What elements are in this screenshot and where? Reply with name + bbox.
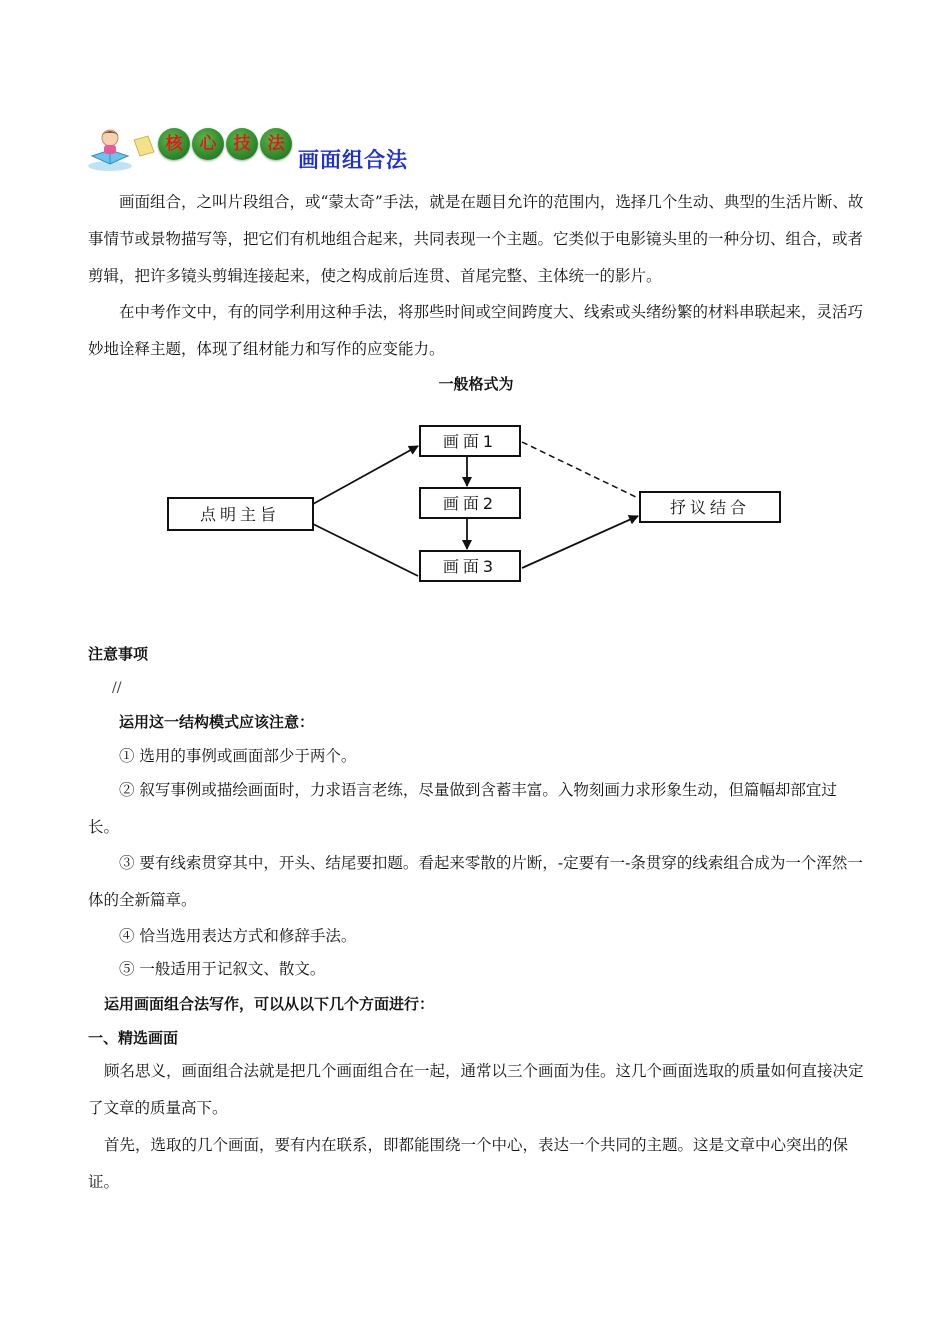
scene-box-3-label: 画面3 [442, 557, 498, 576]
badge-he: 核 [158, 128, 190, 160]
section-header [88, 124, 508, 180]
badge-xin: 心 [192, 128, 224, 160]
scene-box-2-label: 画面2 [442, 494, 498, 513]
diagram-heading: 一般格式为 [438, 375, 514, 393]
notes-slashes: // [112, 680, 122, 696]
note-item-2: ② 叙写事例或描绘画面时，力求语言老练，尽量做到含蓄丰富。入物刻画力求形象生动，但篇幅却部宜过长。 [88, 781, 837, 836]
notes-heading: 注意事项 [88, 645, 149, 663]
start-box-label: 点明主旨 [199, 505, 281, 524]
note-item-3: ③ 要有线索贯穿其中，开头、结尾要扣题。看起来零散的片断，-定要有一-条贯穿的线索组合成为一个浑然一体的全新篇章。 [88, 854, 863, 909]
note-item-4: ④ 恰当选用表达方式和修辞手法。 [119, 927, 357, 945]
arrow-start-to-scene-1 [313, 446, 418, 504]
reading-child-icon [88, 126, 158, 174]
notes-subheading: 运用这一结构模式应该注意： [119, 713, 315, 731]
section-1-title: 一、精选画面 [88, 1029, 179, 1047]
arrow-scene-3-to-end [522, 516, 638, 568]
badge-ji: 技 [226, 128, 258, 160]
note-item-5: ⑤ 一般适用于记叙文、散文。 [119, 960, 326, 978]
scene-box-1-label: 画面1 [442, 432, 498, 451]
page-title: 画面组合法 [298, 148, 408, 172]
structure-diagram [160, 418, 790, 593]
badge-fa: 法 [260, 128, 292, 160]
section-1-paragraph-2: 首先，选取的几个画面，要有内在联系，即都能围绕一个中心，表达一个共同的主题。这是文章中心突出的保证。 [88, 1136, 849, 1191]
end-box-label: 抒议结合 [669, 498, 751, 517]
dashed-scene-1-to-end [522, 442, 638, 498]
line-start-to-scene-3 [313, 524, 418, 576]
section-1-paragraph-1: 顾名思义，画面组合法就是把几个画面组合在一起，通常以三个画面为佳。这几个画面选取的质量如何直接决定了文章的质量高下。 [88, 1062, 864, 1117]
intro-paragraph-2: 在中考作文中，有的同学利用这种手法，将那些时间或空间跨度大、线索或头绪纷繁的材料串联起来，灵活巧妙地诠释主题，体现了组材能力和写作的应变能力。 [88, 303, 864, 358]
methods-intro: 运用画面组合法写作，可以从以下几个方面进行： [104, 995, 435, 1013]
intro-paragraph-1: 画面组合，之叫片段组合，或“蒙太奇”手法，就是在题目允许的范围内，选择几个生动、典型的生活片断、故事情节或景物描写等，把它们有机地组合起来，共同表现一个主题。它类似于电影镜头里的一种分切、组合，或者剪辑，把许多镜头剪辑连接起来，使之构成前后连贯、首尾完整、主体统一的影片。 [88, 193, 864, 285]
note-item-1: ① 选用的事例或画面部少于两个。 [119, 747, 357, 765]
